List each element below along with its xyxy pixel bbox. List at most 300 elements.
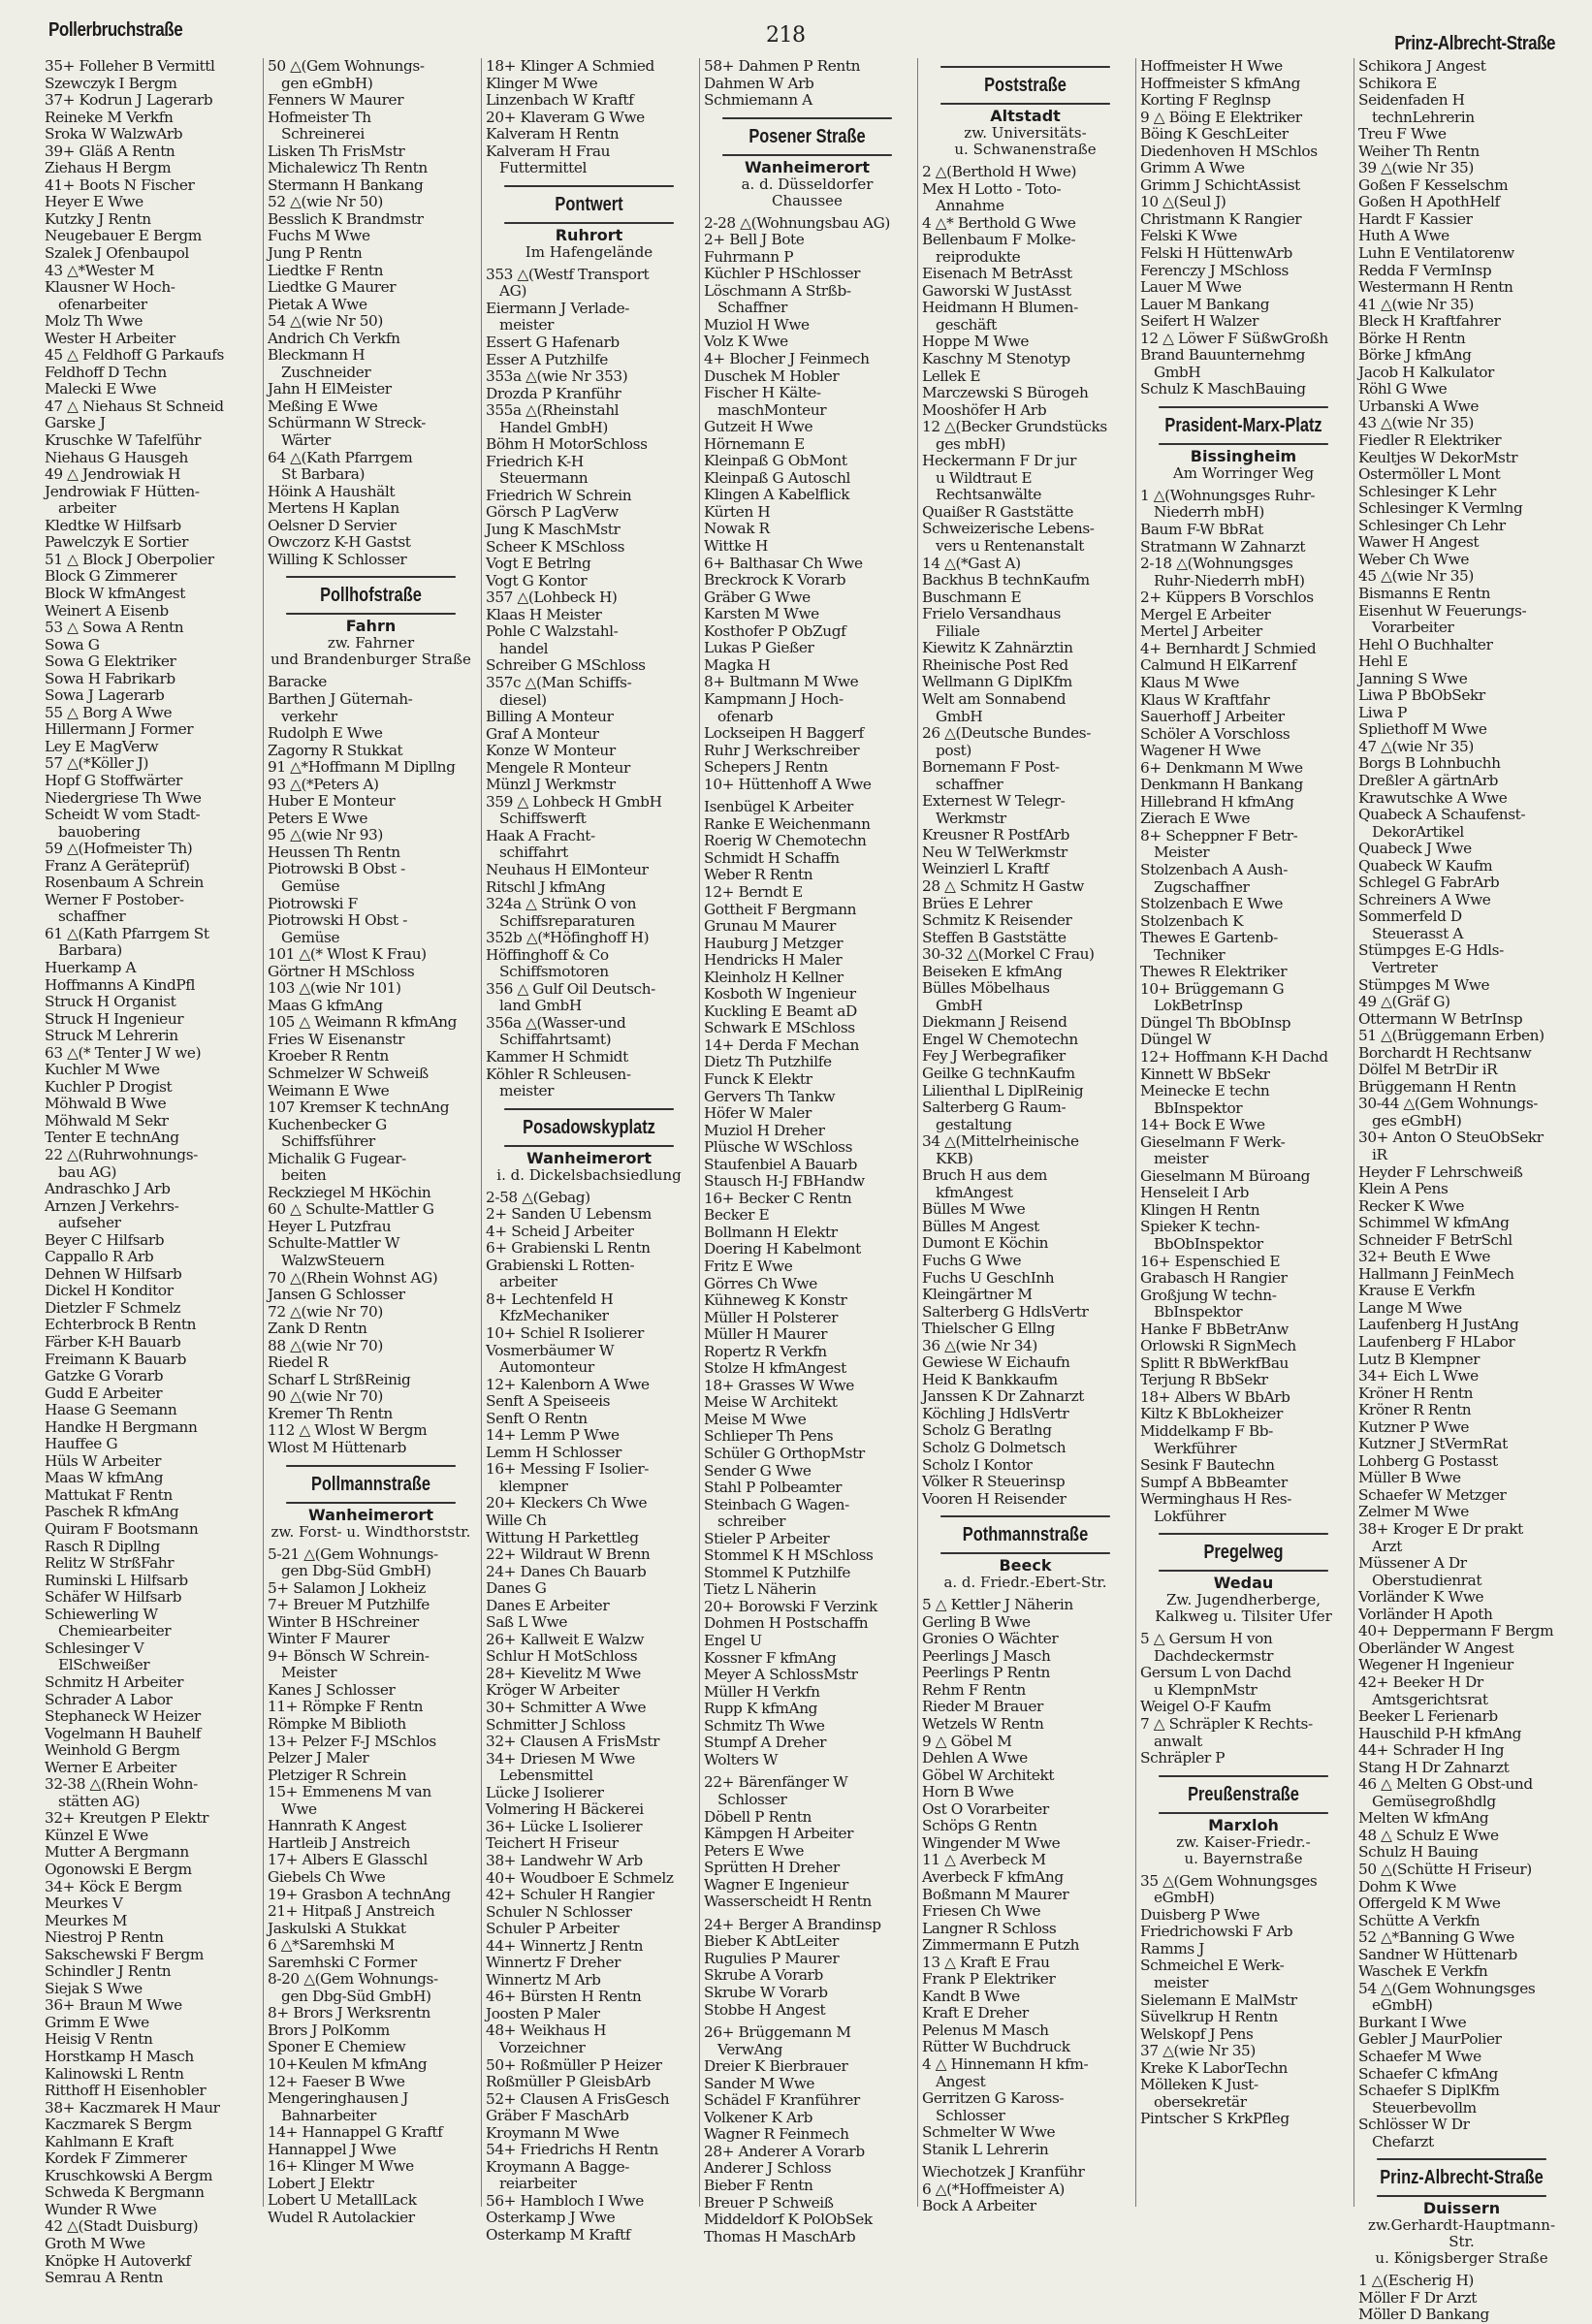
- resident-entry: Karsten M Wwe: [704, 605, 819, 623]
- resident-entry: Szewczyk I Bergm: [45, 74, 177, 92]
- resident-entry: Knöpke H Autoverkf: [45, 2251, 191, 2270]
- resident-entry: Schüler G OrthopMstr: [704, 1445, 865, 1463]
- resident-entry: 10 △(Seul J): [1140, 193, 1226, 211]
- resident-entry: Externest W Telegr-: [922, 792, 1066, 811]
- resident-entry: 50 △(Schütte H Friseur): [1358, 1860, 1532, 1878]
- resident-entry: 4+ Blocher J Feinmech: [704, 350, 870, 368]
- resident-entry: Engel U: [704, 1632, 762, 1650]
- resident-entry: Scharf L StrßReinig: [268, 1370, 411, 1388]
- resident-entry: Schweda K Bergmann: [45, 2183, 205, 2202]
- resident-entry: Osterkamp J Wwe: [486, 2209, 616, 2227]
- resident-entry: Ziehaus H Bergm: [45, 159, 172, 177]
- resident-entry: 13+ Pelzer F-J MSchlos: [268, 1732, 436, 1750]
- resident-entry: 22+ Wildraut W Brenn: [486, 1545, 651, 1564]
- resident-entry: 32-38 △(Rhein Wohn-: [45, 1775, 198, 1794]
- resident-entry: Kampmann J Hoch-: [704, 689, 844, 708]
- resident-entry: 12+ Faeser B Wwe: [268, 2072, 405, 2090]
- resident-entry: 52 △(wie Nr 50): [268, 193, 383, 211]
- resident-entry: Frielo Versandhaus: [922, 605, 1061, 623]
- resident-entry: Joosten P Maler: [486, 2004, 600, 2022]
- resident-entry: Mengele R Monteur: [486, 758, 630, 777]
- resident-entry: Schulz H Bauing: [1358, 1843, 1479, 1862]
- resident-entry: 357 △(Lohbeck H): [486, 589, 618, 607]
- resident-entry: Stang H Dr Zahnarzt: [1358, 1758, 1510, 1776]
- resident-entry: Waschek E Verkfn: [1358, 1962, 1488, 1981]
- column-3: [481, 57, 692, 2244]
- resident-entry: Sroka W WalzwArb: [45, 125, 183, 143]
- district-name: Bissingheim: [1190, 446, 1297, 465]
- resident-entry: Konze W Monteur: [486, 742, 616, 760]
- entry-continuation: arbeiter: [499, 1273, 557, 1291]
- resident-entry: Huerkamp A: [45, 958, 137, 976]
- resident-entry: Korting F Reglnsp: [1140, 91, 1271, 110]
- entry-continuation: post): [936, 741, 971, 759]
- street-location: zw. Forst- u. Windthorststr.: [271, 1522, 471, 1541]
- entry-continuation: obersekretär: [1154, 2092, 1247, 2111]
- resident-entry: Kanes J Schlosser: [268, 1680, 396, 1699]
- entry-continuation: eGmbH): [1154, 1889, 1215, 1907]
- resident-entry: Ost O Vorarbeiter: [922, 1799, 1049, 1818]
- district-name: Altstadt: [990, 107, 1061, 125]
- resident-entry: Liedtke F Rentn: [268, 261, 384, 279]
- resident-entry: Dreßler A gärtnArb: [1358, 771, 1499, 789]
- resident-entry: 91 △*Hoffmann M Dipllng: [268, 758, 456, 777]
- resident-entry: Wellmann G DiplKfm: [922, 673, 1072, 691]
- resident-entry: Kledtke W Hilfsarb: [45, 516, 181, 534]
- entry-continuation: Vorarbeiter: [1372, 619, 1454, 637]
- street-heading: Posener Straße: [722, 117, 892, 156]
- resident-entry: Owczorz K-H Gastst: [268, 533, 411, 552]
- resident-entry: Ranke E Weichenmann: [704, 814, 871, 833]
- resident-entry: Grabasch H Rangier: [1140, 1269, 1288, 1288]
- resident-entry: Wudel R Autolackier: [268, 2208, 415, 2226]
- resident-entry: 16+ Becker C Rentn: [704, 1189, 852, 1207]
- resident-entry: Süvelkrup H Rentn: [1140, 2008, 1278, 2026]
- resident-entry: 35 △(Gem Wohnungsges: [1140, 1871, 1318, 1890]
- entry-continuation: BbInspektor: [1154, 1098, 1243, 1117]
- entry-continuation: handel: [499, 639, 549, 657]
- entry-continuation: Arzt: [1372, 1537, 1402, 1555]
- header-left-street: Pollerbruchstraße: [48, 19, 183, 41]
- entry-continuation: AG): [499, 282, 527, 301]
- resident-entry: Lukas P Gießer: [704, 639, 814, 657]
- resident-entry: 61 △(Kath Pfarrgem St: [45, 924, 209, 942]
- district-name: Marxloh: [1208, 1815, 1279, 1834]
- resident-entry: 54 △(Gem Wohnungsges: [1358, 1979, 1536, 1997]
- resident-entry: Kleinpaß G ObMont: [704, 452, 847, 470]
- resident-entry: 8+ Bultmann M Wwe: [704, 673, 859, 691]
- resident-entry: 9 △ Göbel M: [922, 1732, 1012, 1750]
- resident-entry: Pintscher S KrkPfleg: [1140, 2110, 1290, 2128]
- entry-continuation: meister: [499, 316, 555, 334]
- resident-entry: Schlieper Th Pens: [704, 1427, 834, 1446]
- resident-entry: Peters E Wwe: [268, 809, 367, 827]
- resident-entry: Ritschl J kfmAng: [486, 877, 606, 896]
- resident-entry: Grabienski L Rotten-: [486, 1256, 635, 1274]
- resident-entry: Ostermöller L Mont: [1358, 465, 1501, 484]
- resident-entry: Heidmann H Blumen-: [922, 299, 1078, 317]
- resident-entry: Stratmann W Zahnarzt: [1140, 537, 1306, 556]
- resident-entry: 24+ Berger A Brandinsp: [704, 1915, 881, 1933]
- resident-entry: 64 △(Kath Pfarrgem: [268, 448, 413, 466]
- resident-entry: Lutz B Klempner: [1358, 1350, 1481, 1368]
- resident-entry: Goßen F Kesselschm: [1358, 175, 1509, 194]
- resident-entry: Ruhr J Werkschreiber: [704, 741, 860, 759]
- resident-entry: Scheer K MSchloss: [486, 537, 625, 556]
- entry-continuation: bauobering: [58, 822, 141, 841]
- resident-entry: Peerlings J Masch: [922, 1646, 1051, 1665]
- resident-entry: Röhl G Wwe: [1358, 380, 1448, 398]
- resident-entry: 48+ Weikhaus H: [486, 2022, 607, 2040]
- resident-entry: Gudd E Arbeiter: [45, 1384, 163, 1402]
- resident-entry: Wittung H Parkettleg: [486, 1528, 639, 1546]
- street-heading: Posadowskyplatz: [504, 1108, 674, 1147]
- resident-entry: Hoffmeister H Wwe: [1140, 57, 1283, 75]
- resident-entry: 34+ Driesen M Wwe: [486, 1749, 635, 1767]
- resident-entry: Müssener A Dr: [1358, 1554, 1467, 1573]
- resident-entry: Vooren H Reisender: [922, 1489, 1067, 1508]
- resident-entry: 42+ Schuler H Rangier: [486, 1886, 654, 1904]
- resident-entry: 30-32 △(Morkel C Frau): [922, 945, 1095, 964]
- resident-entry: Scholz G Beratlng: [922, 1421, 1052, 1440]
- resident-entry: Osterkamp M Kraftf: [486, 2225, 631, 2244]
- resident-entry: Willing K Schlosser: [268, 550, 407, 568]
- resident-entry: Ritthoff H Eisenhobler: [45, 2082, 207, 2100]
- resident-entry: Neu W TelWerkmstr: [922, 843, 1067, 861]
- entry-continuation: Gemüse: [281, 928, 340, 946]
- resident-entry: Boßmann M Maurer: [922, 1885, 1069, 1903]
- resident-entry: Quabeck W Kaufm: [1358, 856, 1493, 875]
- entry-continuation: schaffner: [936, 775, 1003, 793]
- resident-entry: 72 △(wie Nr 70): [268, 1302, 383, 1321]
- street-location: und Brandenburger Straße: [271, 651, 471, 669]
- entry-continuation: Lokführer: [1154, 1507, 1226, 1525]
- resident-entry: 38+ Kroger E Dr prakt: [1358, 1520, 1523, 1539]
- resident-entry: Kordek F Zimmerer: [45, 2149, 187, 2168]
- street-heading: Pothmannstraße: [940, 1515, 1110, 1554]
- resident-entry: Lellek E: [922, 366, 981, 385]
- resident-entry: Averbeck F kfmAng: [922, 1867, 1064, 1886]
- resident-entry: Felski K Wwe: [1140, 227, 1237, 245]
- entry-continuation: ofenarb: [717, 707, 774, 725]
- resident-entry: 38+ Kaczmarek H Maur: [45, 2098, 220, 2117]
- resident-entry: Hanke F BbBetrAnw: [1140, 1320, 1289, 1338]
- resident-entry: Römpke M Biblioth: [268, 1715, 406, 1734]
- resident-entry: Schikora E: [1358, 74, 1437, 92]
- resident-entry: Zimmermann E Putzh: [922, 1936, 1080, 1955]
- resident-entry: Plüsche W WSchloss: [704, 1138, 853, 1157]
- entry-continuation: Vertreter: [1372, 958, 1438, 976]
- resident-entry: Sponer E Chemiew: [268, 2038, 406, 2056]
- resident-entry: 37 △(wie Nr 35): [1140, 2042, 1256, 2060]
- resident-entry: Piotrowski B Obst -: [268, 860, 405, 878]
- resident-entry: Hüls W Arbeiter: [45, 1451, 161, 1470]
- resident-entry: Frank P Elektriker: [922, 1970, 1056, 1989]
- resident-entry: Maas G kfmAng: [268, 996, 383, 1014]
- resident-entry: 30-44 △(Gem Wohnungs-: [1358, 1095, 1539, 1113]
- resident-entry: Gieselmann F Werk-: [1140, 1132, 1286, 1151]
- entry-continuation: Handel GmbH): [499, 418, 608, 436]
- resident-entry: Winter B HSchreiner: [268, 1612, 419, 1631]
- entry-continuation: schreiber: [717, 1512, 786, 1531]
- resident-entry: Lauer M Wwe: [1140, 278, 1242, 297]
- resident-entry: Offergeld K M Wwe: [1358, 1894, 1501, 1913]
- resident-entry: Kroeber R Rentn: [268, 1047, 389, 1066]
- resident-entry: Fries W Eisenanstr: [268, 1030, 405, 1048]
- resident-entry: Fuchs U GeschInh: [922, 1268, 1055, 1287]
- resident-entry: Sowa J Lagerarb: [45, 686, 165, 705]
- resident-entry: 93 △(*Peters A): [268, 775, 379, 793]
- resident-entry: Großjung W techn-: [1140, 1286, 1277, 1304]
- resident-entry: Scholz I Kontor: [922, 1455, 1033, 1474]
- entry-continuation: reiprodukte: [936, 247, 1021, 266]
- resident-entry: Kaschny M Stenotyp: [922, 350, 1070, 368]
- resident-entry: 17+ Albers E Glasschl: [268, 1851, 428, 1869]
- resident-entry: Christmann K Rangier: [1140, 209, 1302, 228]
- resident-entry: Schöps G Rentn: [922, 1817, 1037, 1835]
- resident-entry: Krawutschke A Wwe: [1358, 788, 1508, 807]
- resident-entry: Kröner R Rentn: [1358, 1401, 1472, 1419]
- entry-continuation: Zuschneider: [281, 363, 371, 381]
- resident-entry: Sowa G Elektriker: [45, 653, 176, 671]
- resident-entry: Gräber F MaschArb: [486, 2107, 629, 2125]
- resident-entry: Bülles M Angest: [922, 1217, 1039, 1235]
- resident-entry: Siejak S Wwe: [45, 1979, 143, 1997]
- resident-entry: Fey J Werbegrafiker: [922, 1047, 1066, 1066]
- resident-entry: Schweizerische Lebens-: [922, 520, 1095, 538]
- resident-entry: Kutzner J StVermRat: [1358, 1435, 1508, 1453]
- resident-entry: 5-21 △(Gem Wohnungs-: [268, 1544, 438, 1563]
- resident-entry: Schmelter W Wwe: [922, 2123, 1056, 2142]
- resident-entry: Jaskulski A Stukkat: [268, 1919, 406, 1937]
- resident-entry: Schmelzer W Schweiß: [268, 1064, 429, 1082]
- resident-entry: 16+ Messing F Isolier-: [486, 1460, 650, 1479]
- resident-entry: Grimm E Wwe: [45, 2013, 149, 2031]
- entry-continuation: u Wildtraut E: [936, 468, 1033, 487]
- resident-entry: Meßing E Wwe: [268, 397, 378, 415]
- resident-entry: 356a △(Wasser-und: [486, 1013, 626, 1032]
- district-name: Wanheimerort: [745, 157, 870, 176]
- resident-entry: Liwa P: [1358, 703, 1408, 721]
- resident-entry: Sumpf A BbBeamter: [1140, 1473, 1288, 1491]
- resident-entry: Mooshöfer H Arb: [922, 400, 1047, 419]
- resident-entry: Ramms J: [1140, 1939, 1205, 1958]
- resident-entry: Kosthofer P ObZugf: [704, 621, 846, 640]
- resident-entry: Friedrich W Schrein: [486, 486, 632, 504]
- resident-entry: Börke J kfmAng: [1358, 346, 1472, 365]
- resident-entry: Struck H Organist: [45, 993, 176, 1011]
- resident-entry: Pletziger R Schrein: [268, 1766, 407, 1784]
- entry-continuation: maschMonteur: [717, 400, 827, 419]
- resident-entry: Thomas H MaschArb: [704, 2227, 856, 2245]
- resident-entry: Bollmann H Elektr: [704, 1223, 838, 1241]
- resident-entry: Breuer P Schweiß: [704, 2193, 834, 2212]
- resident-entry: 14 △(*Gast A): [922, 554, 1021, 572]
- resident-entry: Gutzeit H Wwe: [704, 418, 813, 436]
- resident-entry: 14+ Derda F Mechan: [704, 1035, 859, 1054]
- resident-entry: 56+ Hambloch I Wwe: [486, 2191, 644, 2210]
- resident-entry: Maas W kfmAng: [45, 1469, 164, 1487]
- resident-entry: Münzl J Werkmstr: [486, 776, 616, 794]
- resident-entry: Neuhaus H ElMonteur: [486, 860, 649, 878]
- resident-entry: 90 △(wie Nr 70): [268, 1387, 383, 1406]
- resident-entry: Salterberg G Raum-: [922, 1098, 1067, 1117]
- resident-entry: Muziol H Wwe: [704, 315, 810, 334]
- resident-entry: 8-20 △(Gem Wohnungs-: [268, 1970, 438, 1989]
- resident-entry: Bülles Möbelhaus: [922, 979, 1050, 998]
- resident-entry: Goßen H ApothHelf: [1358, 193, 1500, 211]
- resident-entry: Weber R Rentn: [704, 866, 813, 884]
- resident-entry: Urbanski A Wwe: [1358, 397, 1480, 415]
- resident-entry: Zagorny R Stukkat: [268, 741, 403, 759]
- resident-entry: Hofmeister Th: [268, 108, 371, 126]
- resident-entry: Brüggemann H Rentn: [1358, 1077, 1516, 1096]
- resident-entry: Diekmann J Reisend: [922, 1013, 1067, 1032]
- resident-entry: Gervers Th Tankw: [704, 1087, 836, 1105]
- resident-entry: 34+ Eich L Wwe: [1358, 1367, 1479, 1385]
- resident-entry: Heyer L Putzfrau: [268, 1217, 392, 1235]
- street-heading: Prinz-Albrecht-Straße: [1377, 2158, 1546, 2197]
- resident-entry: Schlösser W Dr: [1358, 2116, 1470, 2134]
- resident-entry: 22 △(Ruhrwohnungs-: [45, 1146, 198, 1163]
- resident-entry: Volmering H Bäckerei: [486, 1800, 644, 1819]
- resident-entry: Kaczmarek S Bergm: [45, 2116, 192, 2134]
- resident-entry: Rudolph E Wwe: [268, 724, 383, 743]
- resident-entry: Hoppe M Wwe: [922, 333, 1030, 351]
- resident-entry: 2-58 △(Gebag): [486, 1188, 590, 1206]
- resident-entry: Meurkes V: [45, 1894, 123, 1913]
- resident-entry: 28 △ Schmitz H Gastw: [922, 876, 1084, 895]
- street-heading: Pollmannstraße: [286, 1465, 456, 1504]
- resident-entry: Staufenbiel A Bauarb: [704, 1155, 858, 1173]
- entry-continuation: beiten: [281, 1166, 327, 1185]
- entry-continuation: Rechtsanwälte: [936, 486, 1042, 504]
- resident-entry: 49 △ Jendrowiak H: [45, 465, 181, 484]
- resident-entry: 2+ Küppers B Vorschlos: [1140, 589, 1314, 607]
- resident-entry: Döbell P Rentn: [704, 1807, 812, 1826]
- entry-continuation: stätten AG): [58, 1792, 141, 1810]
- resident-entry: Schimmel W kfmAng: [1358, 1214, 1510, 1232]
- resident-entry: Kalveram H Frau: [486, 142, 611, 160]
- resident-entry: Weinhold G Bergm: [45, 1741, 180, 1760]
- resident-entry: Linzenbach W Kraftf: [486, 91, 634, 110]
- resident-entry: Ferenczy J MSchloss: [1140, 261, 1289, 279]
- resident-entry: Wolters W: [704, 1750, 779, 1768]
- entry-continuation: DekorArtikel: [1372, 822, 1464, 841]
- resident-entry: Zank D Rentn: [268, 1320, 367, 1338]
- resident-entry: Dehlen A Wwe: [922, 1749, 1028, 1767]
- street-location: zw. Fahrner: [327, 634, 415, 653]
- resident-entry: 16+ Klinger M Wwe: [268, 2157, 414, 2176]
- resident-entry: 5+ Salamon J Lokheiz: [268, 1578, 426, 1597]
- entry-continuation: meister: [499, 1082, 555, 1100]
- resident-entry: Stümpges M Wwe: [1358, 975, 1490, 994]
- resident-entry: Dreier K Bierbrauer: [704, 2057, 848, 2076]
- resident-entry: Recker K Wwe: [1358, 1196, 1464, 1215]
- resident-entry: Brors J PolKomm: [268, 2021, 390, 2039]
- resident-entry: 36+ Braun M Wwe: [45, 1996, 182, 2015]
- resident-entry: Weigel O-F Kaufm: [1140, 1698, 1271, 1716]
- resident-entry: Köhler R Schleusen-: [486, 1065, 631, 1083]
- entry-continuation: meister: [1154, 1973, 1209, 1991]
- resident-entry: Stieler P Arbeiter: [704, 1529, 830, 1547]
- resident-entry: Laufenberg H JustAng: [1358, 1316, 1519, 1334]
- resident-entry: Kroymann A Bagge-: [486, 2157, 630, 2176]
- resident-entry: Sprütten H Dreher: [704, 1859, 840, 1877]
- resident-entry: Dahmen W Arb: [704, 74, 814, 92]
- resident-entry: Jacob H Kalkulator: [1358, 363, 1494, 381]
- street-heading: Poststraße: [940, 66, 1110, 105]
- resident-entry: Werminghaus H Res-: [1140, 1490, 1292, 1509]
- resident-entry: Düngel Th BbObInsp: [1140, 1013, 1291, 1032]
- resident-entry: Huth A Wwe: [1358, 227, 1449, 245]
- resident-entry: Haak A Fracht-: [486, 826, 595, 844]
- resident-entry: Niehaus G Hausgeh: [45, 448, 189, 466]
- resident-entry: Künzel E Wwe: [45, 1826, 148, 1844]
- resident-entry: Dietz Th Putzhilfe: [704, 1053, 832, 1071]
- resident-entry: Hehl O Buchhalter: [1358, 635, 1493, 653]
- resident-entry: Hillermann J Former: [45, 720, 194, 739]
- resident-entry: Meise M Wwe: [704, 1410, 807, 1428]
- resident-entry: 10+Keulen M kfmAng: [268, 2054, 428, 2073]
- resident-entry: Graf A Monteur: [486, 724, 599, 743]
- resident-entry: 44+ Winnertz J Rentn: [486, 1936, 644, 1955]
- resident-entry: Vosmerbäumer W: [486, 1341, 615, 1359]
- resident-entry: Bismanns E Rentn: [1358, 584, 1491, 602]
- district-name: Wanheimerort: [526, 1148, 652, 1167]
- resident-entry: 18+ Albers W BbArb: [1140, 1387, 1290, 1406]
- resident-entry: 2-18 △(Wohnungsges: [1140, 555, 1293, 573]
- resident-entry: Meyer A SchlossMstr: [704, 1666, 858, 1684]
- resident-entry: Nowak R: [704, 520, 770, 538]
- entry-continuation: VerwAng: [717, 2040, 782, 2058]
- resident-entry: 4 △ Hinnemann H kfm-: [922, 2054, 1089, 2073]
- resident-entry: 5 △ Gersum H von: [1140, 1630, 1273, 1648]
- resident-entry: Färber K-H Bauarb: [45, 1333, 181, 1352]
- resident-entry: Sander M Wwe: [704, 2074, 815, 2092]
- resident-entry: Janning S Wwe: [1358, 669, 1468, 687]
- resident-entry: Andraschko J Arb: [45, 1180, 171, 1198]
- resident-entry: Grunau M Maurer: [704, 917, 836, 936]
- entry-continuation: schaffner: [58, 907, 126, 926]
- resident-entry: Schlesinger V: [45, 1639, 144, 1657]
- resident-entry: Denkmann H Bankang: [1140, 776, 1303, 794]
- resident-entry: Doering H Kabelmont: [704, 1240, 861, 1258]
- entry-continuation: Schiffsmotoren: [499, 963, 609, 981]
- resident-entry: Vogelmann H Bauhelf: [45, 1724, 202, 1742]
- resident-entry: Möller D Bankang: [1358, 2306, 1489, 2324]
- resident-entry: Stermann H Bankang: [268, 175, 424, 194]
- resident-entry: Kinnett W BbSekr: [1140, 1065, 1270, 1083]
- resident-entry: Kuckling E Beamt aD: [704, 1002, 857, 1020]
- resident-entry: Peters E Wwe: [704, 1841, 804, 1860]
- resident-entry: Schöler A Vorschloss: [1140, 724, 1290, 743]
- resident-entry: Feldhoff D Techn: [45, 363, 167, 381]
- resident-entry: Mertel J Arbeiter: [1140, 622, 1262, 641]
- entry-continuation: Techniker: [1154, 945, 1226, 964]
- resident-entry: Stobbe H Angest: [704, 2000, 826, 2019]
- resident-entry: Hehl E: [1358, 653, 1408, 671]
- resident-entry: Rosenbaum A Schrein: [45, 874, 204, 892]
- resident-entry: 4+ Bernhardt J Schmied: [1140, 639, 1317, 657]
- resident-entry: Hendricks H Maler: [704, 951, 843, 970]
- resident-entry: Volz K Wwe: [704, 333, 788, 351]
- resident-entry: Schmiemann A: [704, 91, 812, 110]
- resident-entry: Schaefer W Metzger: [1358, 1485, 1507, 1504]
- entry-continuation: Schiffsreparaturen: [499, 911, 635, 930]
- resident-entry: Gräber G Wwe: [704, 588, 811, 606]
- resident-entry: Görtner H MSchloss: [268, 962, 415, 980]
